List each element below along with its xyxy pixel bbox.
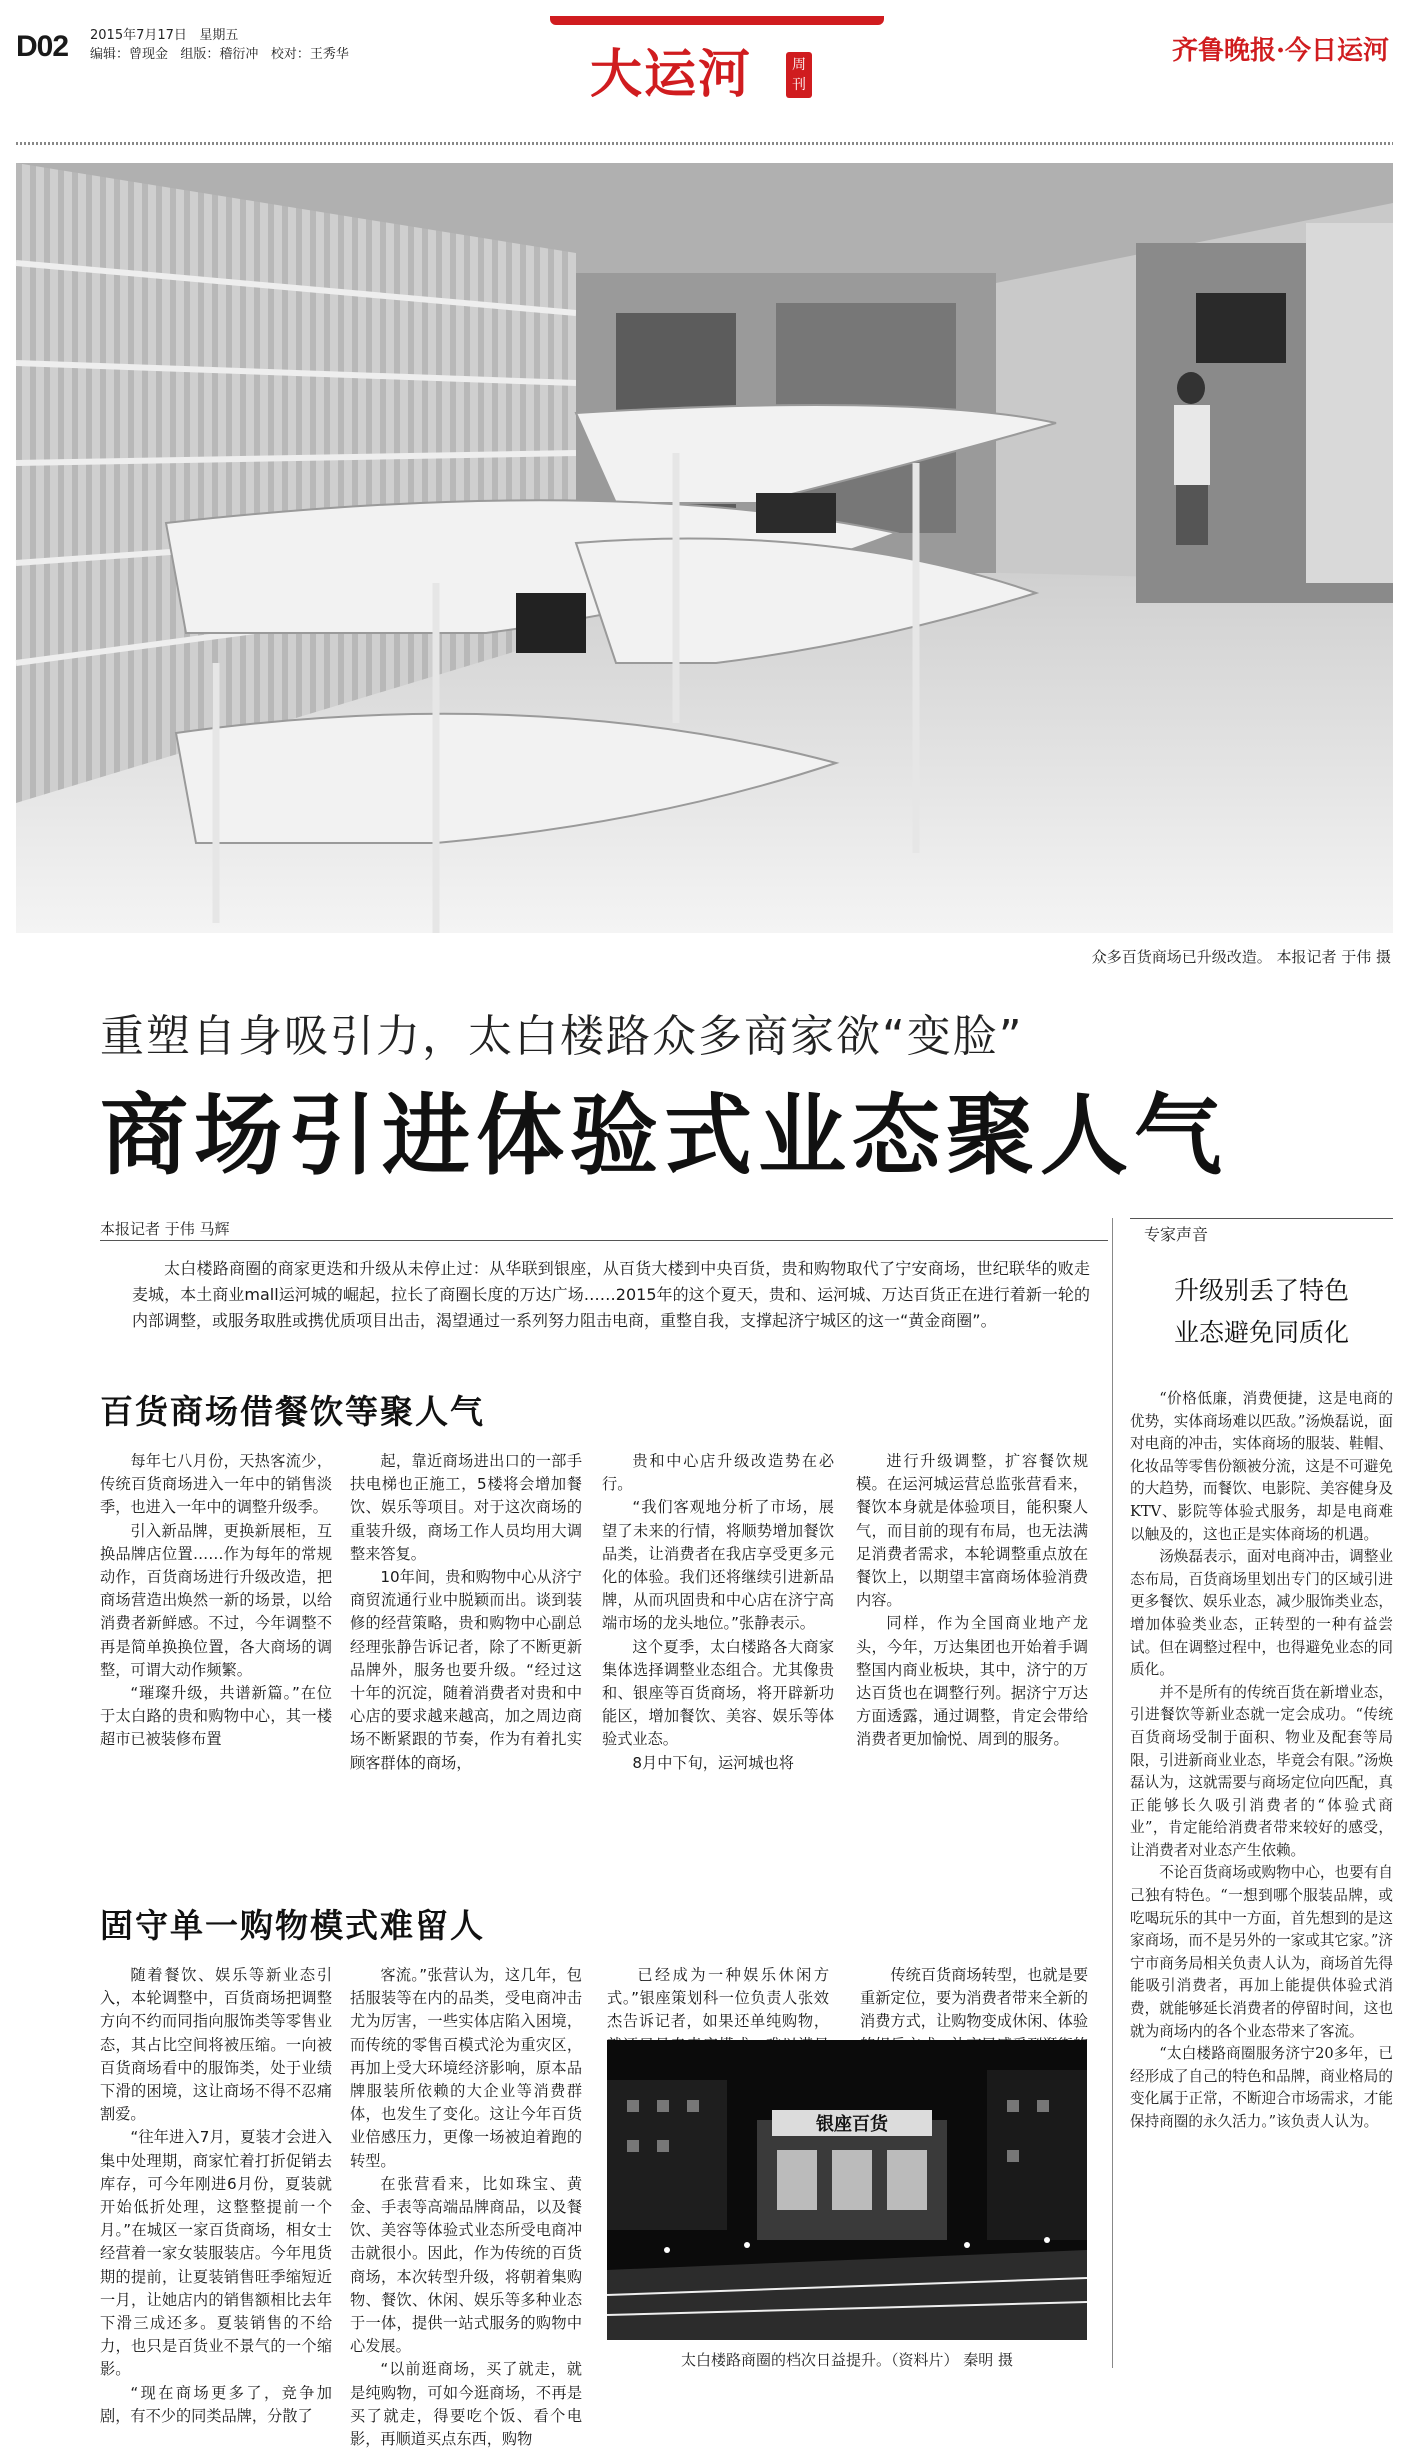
issue-date: 2015年7月17日 xyxy=(90,28,187,43)
paragraph: 客流。”张营认为，这几年，包括服装等在内的品类，受电商冲击尤为厉害，一些实体店陷入困境，而传统的零售百模式沦为重灾区，再加上受大环境经济影响，原本品牌服装所依赖的大企业等消费群体，也发生了变化。这让今年百货业倍感压力，更像一场被迫着跑的转型。 xyxy=(350,1966,582,2170)
article-headline: 商场引进体验式业态聚人气 xyxy=(100,1084,1229,1187)
night-mall-illustration xyxy=(607,2040,1087,2340)
expert-title-line2: 业态避免同质化 xyxy=(1173,1318,1349,1347)
night-mall-photo xyxy=(607,2040,1087,2340)
paragraph: 8月中下旬，运河城也将 xyxy=(632,1753,794,1772)
section-title: 大运河 xyxy=(590,44,753,105)
mall-interior-illustration xyxy=(16,163,1393,933)
issue-weekday: 星期五 xyxy=(199,28,239,43)
article-byline: 本报记者 于伟 马辉 xyxy=(100,1220,230,1238)
editor-credit: 编辑：曾现金 xyxy=(90,47,169,62)
mall-sign: 银座百货 xyxy=(816,2114,888,2135)
header-rule xyxy=(16,142,1393,145)
page-number: D02 xyxy=(16,30,69,63)
paragraph: 随着餐饮、娱乐等新业态引入，本轮调整中，百货商场把调整方向不约而同指向服饰类等零售业态，其占比空间将被压缩。一向被百货商场看中的服饰类，处于业绩下滑的困境，这让商场不得不忍痛割爱。 xyxy=(100,1966,332,2124)
paragraph: 并不是所有的传统百货在新增业态，引进餐饮等新业态就一定会成功。“传统百货商场受制于面积、物业及配套等局限，引进新商业业态，毕竟会有限。”汤焕磊认为，这就需要与商场定位向匹配，真正能够长久吸引消费者的“体验式商业”，肯定能给消费者带来较好的感受，让消费者对业态产生依赖。 xyxy=(1130,1683,1393,1859)
paragraph: 每年七八月份，天热客流少，传统百货商场进入一年中的销售淡季，也进入一年中的调整升级季。 xyxy=(100,1452,332,1517)
section1-title: 百货商场借餐饮等聚人气 xyxy=(100,1392,485,1431)
section-seal: 周刊 xyxy=(786,52,812,98)
paragraph: “太白楼路商圈服务济宁20多年，已经形成了自己的特色和品牌，商业格局的变化属于正常，不断迎合市场需求，才能保持商圈的永久活力。”该负责人认为。 xyxy=(1130,2045,1393,2130)
paragraph: 贵和中心店升级改造势在必行。 xyxy=(602,1452,834,1494)
section1-column-4 xyxy=(856,1450,1088,1880)
paragraph: 10年间，贵和购物中心从济宁商贸流通行业中脱颖而出。谈到装修的经营策略，贵和购物中心副总经理张静告诉记者，除了不断更新品牌外，服务也要升级。“经过这十年的沉淀，随着消费者对贵和中心店的要求越来越高，加之周边商场不断紧跟的节奏，作为有着扎实顾客群体的商场， xyxy=(350,1568,582,1772)
paragraph: 汤焕磊表示，面对电商冲击，调整业态布局，百货商场里划出专门的区域引进更多餐饮、娱乐业态，减少服饰类业态，增加体验类业态，正转型的一种有益尝试。但在调整过程中，也得避免业态的同质化。 xyxy=(1130,1548,1393,1679)
mall-interior-photo xyxy=(16,163,1393,933)
article-lead: 太白楼路商圈的商家更迭和升级从未停止过：从华联到银座，从百货大楼到中央百货，贵和购物取代了宁安商场，世纪联华的败走麦城，本土商业mall运河城的崛起，拉长了商圈长度的万达广场……2015年的这个夏天，贵和、运河城、万达百货正在进行着新一轮的内部调整，或服务取胜或携优质项目出击，渴望通过一系列努力阻击电商，重整自我，支撑起济宁城区的这一“黄金商圈”。 xyxy=(132,1259,1090,1330)
layout-credit: 组版：稽衍冲 xyxy=(180,47,259,62)
paragraph: 进行升级调整，扩容餐饮规模。在运河城运营总监张营看来，餐饮本身就是体验项目，能积聚人气，而目前的现有布局，也无法满足消费者需求，本轮调整重点放在餐饮上，以期望丰富商场体验消费内容。 xyxy=(856,1452,1088,1610)
section1-column-2 xyxy=(350,1450,582,1880)
expert-title-line1: 升级别丢了特色 xyxy=(1173,1276,1349,1305)
section2-column-2 xyxy=(350,1964,582,2449)
section-logo xyxy=(590,22,830,105)
paragraph: “我们客观地分析了市场，展望了未来的行情，将顺势增加餐饮品类，让消费者在我店享受更多元化的体验。我们还将继续引进新品牌，从而巩固贵和中心店在济宁高端市场的龙头地位。”张静表示。 xyxy=(602,1498,834,1633)
issue-meta xyxy=(90,26,349,64)
section2-column-1 xyxy=(100,1964,332,2425)
section1-column-1 xyxy=(100,1450,332,1880)
paragraph: 在张营看来，比如珠宝、黄金、手表等高端品牌商品，以及餐饮、美容等体验式业态所受电商冲击就很小。因此，作为传统的百货商场，本次转型升级，将朝着集购物、餐饮、休闲、娱乐等多种业态于一体，提供一站式服务的购物中心发展。 xyxy=(350,2174,582,2356)
expert-body xyxy=(1130,1388,1393,2134)
section2-column-3 xyxy=(607,1964,829,2036)
section2-title: 固守单一购物模式难留人 xyxy=(100,1906,485,1945)
paragraph: “璀璨升级，共谱新篇。”在位于太白路的贵和购物中心，其一楼超市已被装修布置 xyxy=(100,1684,332,1749)
paragraph: 引入新品牌，更换新展柜，互换品牌店位置……作为每年的常规动作，百货商场进行升级改造，把商场营造出焕然一新的场景，以给消费者新鲜感。不过，今年调整不再是简单换换位置，各大商场的调整，可谓大动作频繁。 xyxy=(100,1521,332,1679)
paragraph: “往年进入7月，夏装才会进入集中处理期，商家忙着打折促销去库存，可今年刚进6月份，夏装就开始低折处理，这整整提前一个月。”在城区一家百货商场，相女士经营着一家女装服装店。今年甩货期的提前，让夏装销售旺季缩短近一月，让她店内的销售额相比去年下滑三成还多。夏装销售的不给力，也只是百货业不景气的一个缩影。 xyxy=(100,2128,332,2379)
paragraph: “现在商场更多了，竞争加剧，有不少的同类品牌，分散了 xyxy=(100,2383,332,2425)
paragraph: 起，靠近商场进出口的一部手扶电梯也正施工，5楼将会增加餐饮、娱乐等项目。对于这次商场的重装升级，商场工作人员均用大调整来答复。 xyxy=(350,1452,582,1563)
paragraph: 已经成为一种娱乐休闲方式。”银座策划科一位负责人张效杰告诉记者，如果还单纯购物， xyxy=(607,1966,829,2031)
expert-rule xyxy=(1130,1218,1393,1219)
top-photo-caption: 众多百货商场已升级改造。 本报记者 于伟 摄 xyxy=(1091,948,1391,966)
paragraph: “以前逛商场，买了就走，就是纯购物，可如今逛商场，不再是买了就走，得要吃个饭、看个电影，再顺道买点东西，购物 xyxy=(350,2360,582,2449)
paragraph: 传统百货商场转型，也就是要重新定位，要为消费者带来全新的消费方式，让购物变成休闲、体验 xyxy=(860,1966,1088,2031)
expert-label: 专家声音 xyxy=(1140,1222,1212,1245)
byline-rule xyxy=(100,1240,1108,1241)
article-kicker: 重塑自身吸引力，太白楼路众多商家欲“变脸” xyxy=(100,1011,1024,1062)
proof-credit: 校对：王秀华 xyxy=(270,47,349,62)
bottom-photo-caption: 太白楼路商圈的档次日益提升。（资料片） 秦明 摄 xyxy=(680,2351,1014,2369)
paragraph: 同样，作为全国商业地产龙头，今年，万达集团也开始着手调整国内商业板块，其中，济宁的万达百货也在调整行列。据济宁万达方面透露，通过调整，肯定会带给消费者更加愉悦、周到的服务。 xyxy=(856,1614,1088,1749)
section2-column-4 xyxy=(860,1964,1088,2036)
paragraph: 这个夏季，太白楼路各大商家集体选择调整业态组合。尤其像贵和、银座等百货商场，将开辟新功能区，增加餐饮、美容、娱乐等体验式业态。 xyxy=(602,1637,834,1749)
newspaper-brand: 齐鲁晚报·今日运河 xyxy=(1171,36,1389,66)
expert-title xyxy=(1130,1270,1393,1354)
paragraph: 不论百货商场或购物中心，也要有自己独有特色。“一想到哪个服装品牌，或吃喝玩乐的其中一方面，首先想到的是这家商场，而不是另外的一家或其它家。”济宁市商务局相关负责人认为，商场首先得能吸引消费者，再加上能提供体验式消费，就能够延长消费者的停留时间，这也就为商场内的各个业态带来了客流。 xyxy=(1130,1864,1393,2040)
section1-column-3 xyxy=(602,1450,834,1880)
paragraph: “价格低廉，消费便捷，这是电商的优势，实体商场难以匹敌。”汤焕磊说，面对电商的冲击，实体商场的服装、鞋帽、化妆品等零售份额被分流，这是不可避免的大趋势，而餐饮、电影院、美容健身及KTV、影院等体验式服务，却是电商难以触及的，这也正是实体商场的机遇。 xyxy=(1130,1390,1393,1543)
column-separator xyxy=(1112,1218,1113,2368)
